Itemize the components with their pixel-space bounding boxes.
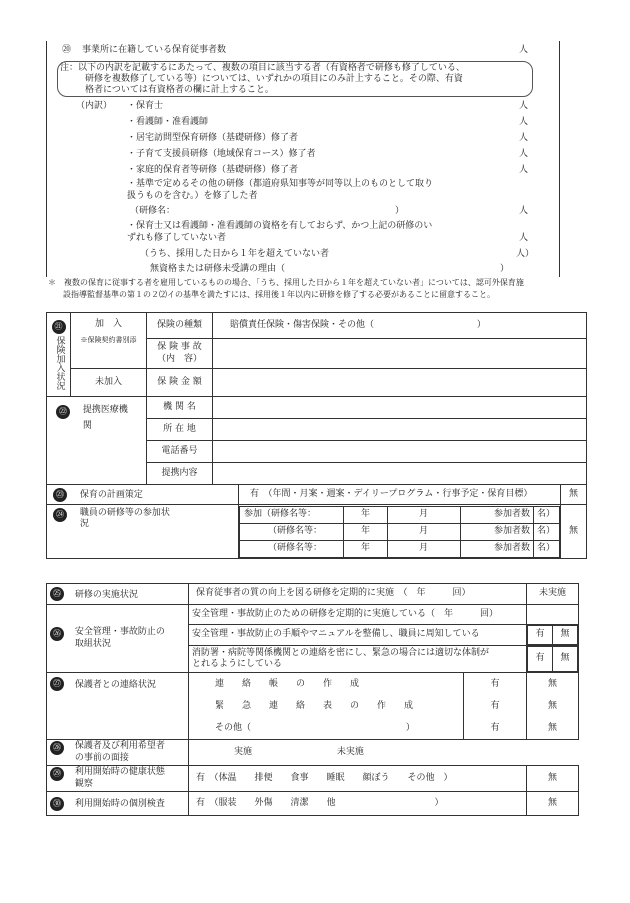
safety-row-2-choices <box>527 625 579 646</box>
item-25-number: ㉕ <box>50 587 64 601</box>
unit: 人 <box>519 149 529 159</box>
training-row-3-participants: 参加者数 <box>460 540 533 557</box>
unit: 人 <box>519 101 529 111</box>
safety-row-3-choices <box>527 646 579 673</box>
note-line-2: 研修を複数修了している等）については、いずれかの項目にのみ計上すること。その際、有資 <box>85 74 463 84</box>
medical-label-2: 関 <box>82 421 92 432</box>
within-one-year-label: （うち、採用した日から１年を超えていない者 <box>140 249 330 259</box>
insurance-kind-options: 賠償責任保険・傷害保険・その他（ <box>230 319 375 330</box>
insurance-accident-label-2: （内 容） <box>156 353 202 364</box>
contact-other-label: その他（ <box>215 723 252 733</box>
interview-not-done[interactable]: 未実施 <box>336 746 364 757</box>
medical-label <box>83 405 128 433</box>
training-safety-table <box>46 583 579 816</box>
training-row-3-label: （研修名等： <box>240 540 344 557</box>
safety-row-3-yes[interactable]: 有 <box>528 647 553 672</box>
impl-label: 研修の実施状況 <box>74 589 138 600</box>
training-row-2-year: 年 <box>344 523 387 540</box>
safety-row-1: 安全管理・事故防止のための研修を定期的に実施している（ 年 回） <box>189 605 527 625</box>
medical-tel-label: 電話番号 <box>147 441 213 463</box>
insurance-joined-cell <box>71 313 147 369</box>
impl-label-cell <box>47 584 189 605</box>
item-20-number: ⑳ <box>62 45 72 55</box>
health-none[interactable]: 無 <box>527 766 579 792</box>
health-label-1: 利用開始時の健康状態 <box>74 767 165 778</box>
training-row-1-month: 月 <box>387 506 460 523</box>
insurance-not-joined: 未加入 <box>71 369 147 397</box>
contact-row-1-no[interactable]: 無 <box>548 679 558 689</box>
item-30-number: ㉚ <box>50 797 64 811</box>
contact-row-2-no[interactable]: 無 <box>548 701 558 711</box>
medical-org-value[interactable] <box>213 397 587 419</box>
contact-label: 保護者との連絡状況 <box>74 679 156 690</box>
interview-blank <box>429 740 579 766</box>
breakdown-home-visit-training: ・居宅訪問型保育研修（基礎研修）修了者 <box>127 133 299 143</box>
plan-none[interactable]: 無 <box>561 485 587 505</box>
item-24-number: ㉔ <box>53 508 67 522</box>
item-23-number: ㉓ <box>53 488 67 502</box>
item-21-number: ㉑ <box>52 320 66 334</box>
safety-label-cell <box>47 605 189 673</box>
impl-value-text: 保育従事者の質の向上を図る研修を定期的に実施 （ 年 回） <box>196 588 471 599</box>
medical-org-label: 機 関 名 <box>147 397 213 419</box>
health-value-text: 有 （体温 排便 食事 睡眠 顔ぼう その他 ） <box>196 772 453 783</box>
interview-label-cell <box>47 740 189 766</box>
medical-tel-value[interactable] <box>213 441 587 463</box>
insurance-kind-close: ） <box>476 319 486 330</box>
breakdown-family-childcare-training: ・家庭的保育者等研修（基礎研修）修了者 <box>127 165 299 175</box>
unit: 人 <box>519 117 529 127</box>
footnote-line-2: 設指導監督基準の第１の２⑵イの基準を満たすには、採用後１年以内に研修を修了する必要があることに留意すること。 <box>63 290 495 299</box>
training-row-1-label: 参加（研修名等： <box>240 506 344 523</box>
indiv-none[interactable]: 無 <box>527 792 579 816</box>
insurance-status-label: 保険加入状況 <box>54 335 65 390</box>
contact-row-other <box>189 717 463 739</box>
medical-content-value[interactable] <box>213 463 587 485</box>
contact-other-close: ） <box>405 723 415 733</box>
insurance-accident-label <box>147 339 213 369</box>
training-name-label: （研修名： <box>130 206 176 216</box>
training-row-1-participants: 参加者数 <box>460 506 533 523</box>
medical-content-label: 提携内容 <box>147 463 213 485</box>
safety-row-3-choice-table <box>527 646 578 672</box>
breakdown-nursery-teacher: ・保育士 <box>127 101 164 111</box>
interview-done-cell <box>189 740 429 766</box>
insurance-amount-label: 保 険 金 額 <box>147 369 213 397</box>
safety-row-2-no[interactable]: 無 <box>553 626 578 645</box>
breakdown-unqualified-2: ずれも修了していない者 <box>127 233 227 243</box>
health-label-2: 観察 <box>74 778 93 789</box>
impl-none[interactable]: 未実施 <box>527 584 579 605</box>
safety-row-2: 安全管理・事故防止の手順やマニュアルを整備し、職員に周知している <box>189 625 527 646</box>
insurance-medical-table <box>46 312 587 559</box>
within-one-year-unit: 人） <box>516 249 535 259</box>
item-28-number: ㉘ <box>50 741 64 755</box>
insurance-label-cell <box>47 313 71 397</box>
safety-label-1: 安全管理・事故防止の <box>74 627 165 638</box>
training-row-2-month: 月 <box>387 523 460 540</box>
unqualified-reason-close: ） <box>500 264 510 274</box>
staff-count-title: 事業所に在籍している保育従事者数 <box>82 45 227 55</box>
plan-value-text: 有 （年間・月案・週案・デイリープログラム・行事予定・保育目標） <box>250 488 533 499</box>
insurance-kind-label: 保険の種類 <box>147 313 213 339</box>
training-label <box>80 508 170 531</box>
indiv-label: 利用開始時の個別検査 <box>74 799 165 809</box>
training-row-1-persons: 名） <box>533 506 559 523</box>
unit: 人 <box>519 233 529 243</box>
training-row-2-persons: 名） <box>533 523 559 540</box>
contact-row-notebook: 連 絡 帳 の 作 成 <box>215 679 360 689</box>
interview-label-1: 保護者及び利用希望者 <box>74 741 165 752</box>
item-26-number: ㉖ <box>50 627 64 641</box>
safety-row-3-line-2: とれるようにしている <box>192 659 283 669</box>
training-label-2: 況 <box>79 519 89 530</box>
contact-label-cell <box>47 673 189 740</box>
safety-row-2-choice-table <box>527 625 578 645</box>
training-row-2-label: （研修名等： <box>240 523 344 540</box>
breakdown-nurse: ・看護師・准看護師 <box>127 117 209 127</box>
indiv-label-cell <box>47 792 189 816</box>
interview-label-2: の事前の面接 <box>74 752 129 763</box>
indiv-value-text: 有 （服装 外傷 清潔 他 ） <box>196 797 444 808</box>
contact-row-3-yes[interactable]: 有 <box>490 723 500 733</box>
safety-row-3-line-1: 消防署・病院等関係機関との連絡を密にし、緊急の場合には適切な体制が <box>192 647 490 658</box>
training-label-cell <box>47 505 239 559</box>
staff-count-unit: 人 <box>519 45 529 55</box>
training-rows-cell <box>239 505 561 559</box>
interview-label <box>75 741 165 764</box>
breakdown-other-training-2: 扱うものを含む。）を修了した者 <box>127 191 258 201</box>
safety-row-3 <box>189 646 527 673</box>
health-value <box>189 766 527 792</box>
training-row-3-persons: 名） <box>533 540 559 557</box>
unqualified-reason-label: 無資格または研修未受講の理由（ <box>150 264 286 274</box>
insurance-contract-note: ※保険契約書別添 <box>80 336 137 345</box>
training-none[interactable]: 無 <box>561 505 587 559</box>
medical-label-1: 提携医療機 <box>82 405 128 415</box>
interview-done[interactable]: 実施 <box>234 746 253 757</box>
contact-row-3-no[interactable]: 無 <box>548 723 558 733</box>
note-line-3: 格者については有資格者の欄に計上すること。 <box>85 85 274 95</box>
footnote-line-1: ＊ 複数の保育に従事する者を雇用しているものの場合、「うち、採用した日から１年を超えていない者」については、認可外保育施 <box>48 278 524 287</box>
breakdown-unqualified-1: ・保育士又は看護師・准看護師の資格を有しておらず、かつ上記の研修のい <box>127 221 433 231</box>
contact-row-1-yes[interactable]: 有 <box>490 679 500 689</box>
training-row-3-year: 年 <box>344 540 387 557</box>
contact-yes-col <box>464 673 527 740</box>
training-rows <box>239 506 560 558</box>
indiv-value <box>189 792 527 816</box>
unit: 人 <box>519 206 529 216</box>
training-row-2-participants: 参加者数 <box>460 523 533 540</box>
medical-address-label: 所 在 地 <box>147 419 213 441</box>
contact-rows-cell <box>189 673 464 740</box>
safety-row-2-yes[interactable]: 有 <box>528 626 553 645</box>
plan-label-cell <box>47 485 239 505</box>
unit: 人 <box>519 165 529 175</box>
medical-address-value[interactable] <box>213 419 587 441</box>
insurance-kind-value <box>213 313 587 339</box>
medical-label-cell <box>47 397 147 485</box>
contact-row-emergency: 緊 急 連 絡 表 の 作 成 <box>215 701 414 711</box>
health-label-cell <box>47 766 189 792</box>
item-27-number: ㉗ <box>50 677 64 691</box>
health-label <box>75 767 165 790</box>
contact-row-2-yes[interactable]: 有 <box>490 701 500 711</box>
insurance-amount-value[interactable] <box>213 369 587 397</box>
impl-value <box>189 584 527 605</box>
training-name-close: ） <box>395 206 405 216</box>
insurance-accident-value[interactable] <box>213 339 587 369</box>
breakdown-other-training-1: ・基準で定めるその他の研修（都道府県知事等が同等以上のものとして取り <box>127 179 434 189</box>
safety-row-3-no[interactable]: 無 <box>553 647 578 672</box>
training-label-1: 職員の研修等の参加状 <box>79 508 170 518</box>
plan-label: 保育の計画策定 <box>79 490 143 500</box>
insurance-accident-label-1: 保 険 事 故 <box>157 342 202 353</box>
safety-row-1-empty <box>527 605 579 625</box>
unit: 人 <box>519 133 529 143</box>
safety-label <box>75 627 165 650</box>
training-row-1-year: 年 <box>344 506 387 523</box>
item-29-number: ㉙ <box>50 767 64 781</box>
insurance-joined: 加 入 <box>94 319 122 329</box>
note-line-1: 注：以下の内訳を記載するにあたって、複数の項目に該当する者（有資格者で研修も修了している、 <box>60 63 465 73</box>
safety-label-2: 取組状況 <box>74 638 111 649</box>
breakdown-childcare-support-training: ・子育て支援員研修（地域保育コース）修了者 <box>127 149 316 159</box>
plan-value <box>239 485 561 505</box>
training-row-3-month: 月 <box>387 540 460 557</box>
contact-no-col <box>527 673 579 740</box>
breakdown-label: （内訳） <box>76 101 113 111</box>
item-22-number: ㉒ <box>56 405 70 419</box>
